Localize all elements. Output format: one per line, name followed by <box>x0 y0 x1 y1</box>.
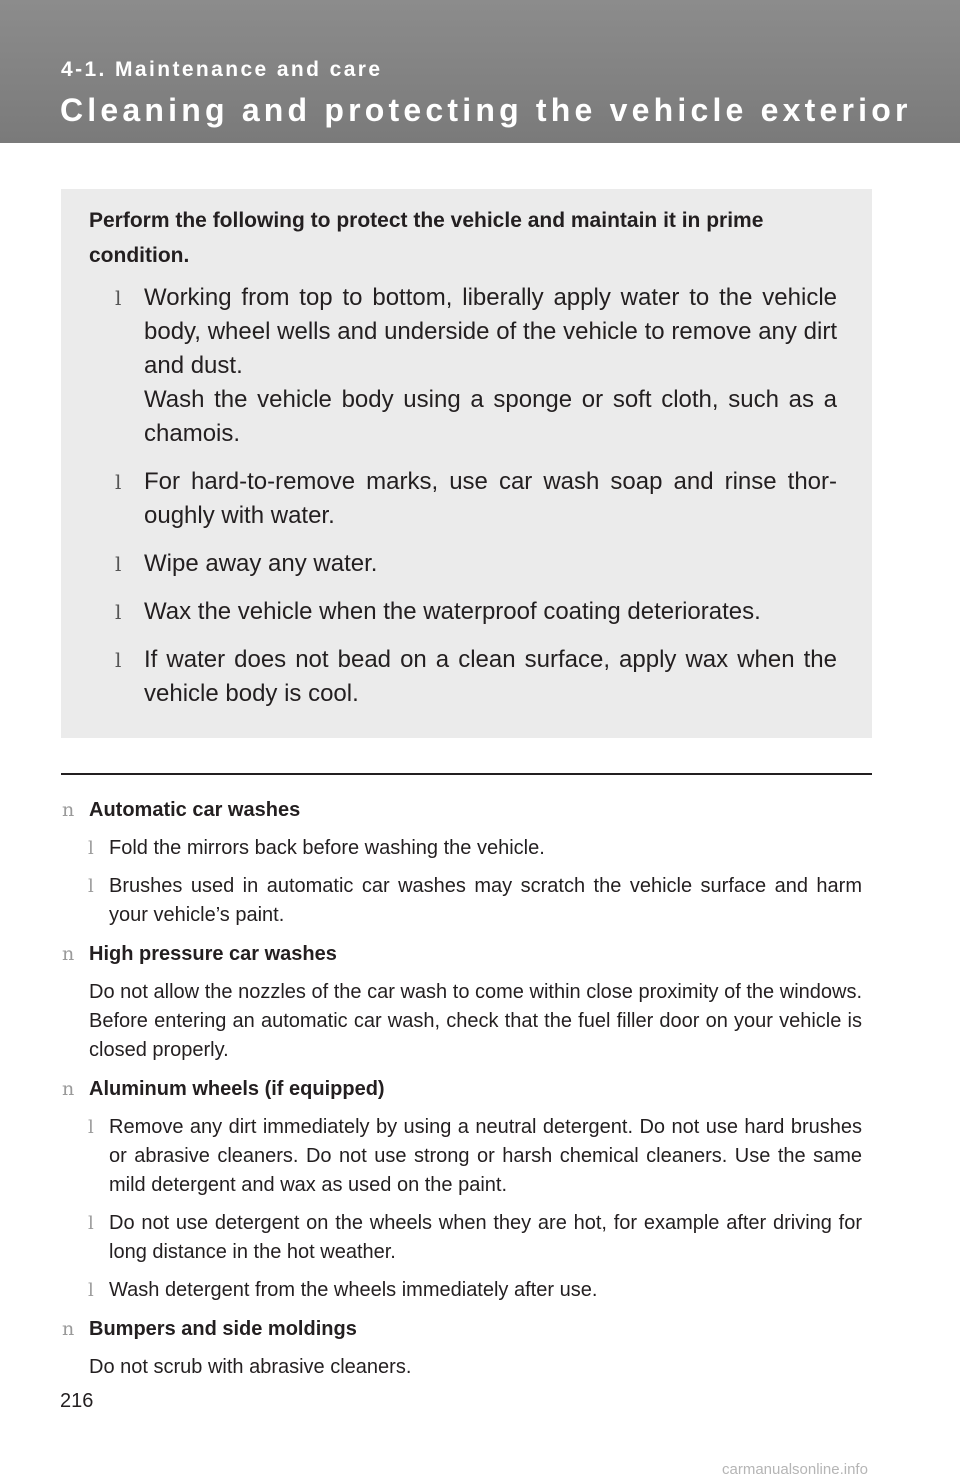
bullet-icon: l <box>88 876 94 897</box>
list-item-text: Remove any dirt immediately by using a neutral detergent. Do not use hard brushes or abrasive cleaners. Do not use strong or harsh chemical cleaners. Use the same mild detergent and wax as used on the paint. <box>109 1116 862 1196</box>
list-item <box>111 465 837 533</box>
list-item-text: Working from top to bottom, liberally apply water to the vehicle body, wheel wells and underside of the vehicle to remove any dirt and dust. Wash the vehicle body using a sponge or soft cloth, such as a chamois. <box>144 284 837 447</box>
intro-list <box>111 281 837 725</box>
list-item <box>111 643 837 711</box>
bullet-icon: l <box>88 1117 94 1138</box>
page-title: Cleaning and protecting the vehicle exterior <box>60 92 912 128</box>
bullet-icon: l <box>88 1280 94 1301</box>
list-item <box>111 547 837 581</box>
list-item-text: Wax the vehicle when the waterproof coating deteriorates. <box>144 598 761 625</box>
topic-heading-aluminum-wheels <box>62 1075 862 1103</box>
watermark-text: carmanualsonline.info <box>722 1461 868 1478</box>
list-item <box>62 1113 862 1200</box>
topic-heading-text: Bumpers and side moldings <box>89 1318 357 1340</box>
bumpers-paragraph: Do not scrub with abrasive cleaners. <box>89 1356 412 1378</box>
list-item <box>62 872 862 930</box>
section-label: 4-1. Maintenance and care <box>61 58 383 81</box>
bullet-icon: l <box>115 648 122 672</box>
topic-heading-text: Aluminum wheels (if equipped) <box>89 1078 385 1100</box>
topic-marker-icon: n <box>62 1318 75 1340</box>
high-pressure-paragraph: Do not allow the nozzles of the car wash to come within close proximity of the windows. Before entering an automatic car wash, check that the fuel filler door on your vehicle is closed properly. <box>89 981 862 1061</box>
topic-heading-bumpers-and-side-moldings <box>62 1315 862 1343</box>
bullet-icon: l <box>115 552 122 576</box>
list-item-text: Wipe away any water. <box>144 550 378 577</box>
list-item-text: If water does not bead on a clean surface, apply wax when the vehicle body is cool. <box>144 646 837 707</box>
intro-text: Perform the following to protect the vehicle and maintain it in prime condition. <box>89 209 764 267</box>
topic-heading-text: Automatic car washes <box>89 799 301 821</box>
automatic-car-washes-list <box>62 834 862 930</box>
notes-section <box>62 796 862 1392</box>
list-item <box>62 1276 862 1305</box>
page-header <box>0 0 960 143</box>
section-divider <box>61 773 872 775</box>
list-item <box>62 834 862 863</box>
bullet-icon: l <box>115 600 122 624</box>
bullet-icon: l <box>88 838 94 859</box>
bullet-icon: l <box>88 1213 94 1234</box>
topic-heading-text: High pressure car washes <box>89 943 337 965</box>
bullet-icon: l <box>115 286 122 310</box>
list-item <box>111 595 837 629</box>
topic-marker-icon: n <box>62 943 75 965</box>
topic-marker-icon: n <box>62 799 75 821</box>
list-item-text: Do not use detergent on the wheels when they are hot, for example after driving for long distance in the hot weather. <box>109 1212 862 1263</box>
list-item-text: Fold the mirrors back before washing the vehicle. <box>109 837 545 859</box>
list-item <box>62 1209 862 1267</box>
aluminum-wheels-list <box>62 1113 862 1305</box>
topic-marker-icon: n <box>62 1078 75 1100</box>
list-item-text: Wash detergent from the wheels immediately after use. <box>109 1279 598 1301</box>
list-item-text: For hard-to-remove marks, use car wash soap and rinse thor-oughly with water. <box>144 468 837 529</box>
topic-heading-automatic-car-washes <box>62 796 862 824</box>
page-number: 216 <box>60 1390 94 1412</box>
list-item <box>111 281 837 451</box>
intro-box <box>61 189 872 738</box>
list-item-text: Brushes used in automatic car washes may scratch the vehicle surface and harm your vehicle’s paint. <box>109 875 862 926</box>
topic-heading-high-pressure-car-washes <box>62 940 862 968</box>
bullet-icon: l <box>115 470 122 494</box>
